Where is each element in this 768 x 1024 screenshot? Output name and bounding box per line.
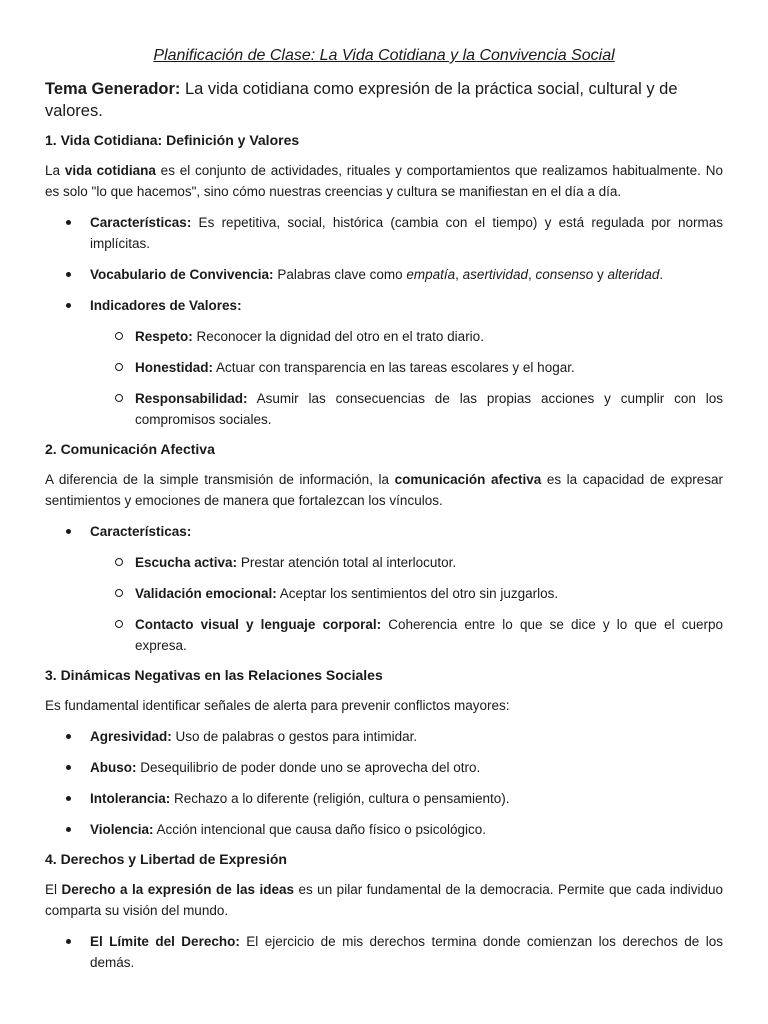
section-2-heading: 2. Comunicación Afectiva [45,441,215,457]
item-label: Vocabulario de Convivencia: [90,267,274,282]
item-label: El Límite del Derecho: [90,934,240,949]
section-1-paragraph [45,160,723,202]
item-text: Palabras clave como [273,267,407,282]
section-3-list [45,726,723,840]
item-label: Contacto visual y lenguaje corporal: [135,617,382,632]
section-2-paragraph [45,469,723,511]
circle-bullet-icon [115,589,123,597]
separator: y [593,267,608,282]
tema-generador [45,78,723,122]
circle-bullet-icon [115,363,123,371]
circle-bullet-icon [115,394,123,402]
bullet-icon [66,529,71,534]
page-title: Planificación de Clase: La Vida Cotidiana y la Convivencia Social [153,47,615,64]
item-text: Aceptar los sentimientos del otro sin juzgarlos. [276,586,559,601]
bullet-icon [66,796,71,801]
item-label: Validación emocional: [135,586,277,601]
text-run: El [45,882,62,897]
text-run: A diferencia de la simple transmisión de información, la [45,472,395,487]
sub-list-item [90,552,723,573]
keyword: alteridad [607,267,660,282]
section-4-heading: 4. Derechos y Libertad de Expresión [45,851,287,867]
tema-label: Tema Generador: [45,80,181,98]
circle-bullet-icon [115,558,123,566]
indicators-list [90,326,723,430]
item-label: Características: [90,524,192,539]
list-item [45,295,723,430]
section-3-heading: 3. Dinámicas Negativas en las Relaciones Sociales [45,667,383,683]
section-1-list [45,212,723,430]
keyword: empatía [406,267,456,282]
tema-text: La vida cotidiana como expresión de la práctica social, cultural y de valores. [45,80,678,120]
item-label: Escucha activa: [135,555,238,570]
list-item [45,726,723,747]
section-2-list [45,521,723,656]
item-text: Reconocer la dignidad del otro en el trato diario. [192,329,484,344]
text-run: es la capacidad de expresar sentimientos y emociones de manera que fortalezcan los vínculos. [45,472,723,508]
sub-list-item [90,614,723,656]
bullet-icon [66,765,71,770]
item-label: Agresividad: [90,729,172,744]
item-label: Abuso: [90,760,137,775]
item-text: El ejercicio de mis derechos termina donde comienzan los derechos de los demás. [90,934,723,970]
item-text: Es repetitiva, social, histórica (cambia con el tiempo) y está regulada por normas implícitas. [90,215,723,251]
section-1-heading: 1. Vida Cotidiana: Definición y Valores [45,132,300,148]
bullet-icon [66,272,71,277]
separator: , [455,267,463,282]
sub-list-item [90,388,723,430]
text-run: La [45,163,65,178]
list-item [45,931,723,973]
item-label: Indicadores de Valores: [90,298,242,313]
bullet-icon [66,939,71,944]
section-4-list [45,931,723,973]
list-item [45,757,723,778]
item-label: Responsabilidad: [135,391,248,406]
list-item [45,819,723,840]
item-text: Rechazo a lo diferente (religión, cultura o pensamiento). [170,791,510,806]
keyword: asertividad [462,267,528,282]
list-item [45,788,723,809]
item-text: Acción intencional que causa daño físico o psicológico. [153,822,486,837]
term-comunicacion-afectiva: comunicación afectiva [394,472,542,487]
list-item [45,264,723,285]
section-4-paragraph [45,879,723,921]
text-run: es un pilar fundamental de la democracia. Permite que cada individuo comparta su visión del mundo. [45,882,723,918]
circle-bullet-icon [115,332,123,340]
sub-list-item [90,357,723,378]
bullet-icon [66,734,71,739]
term-vida-cotidiana: vida cotidiana [64,163,156,178]
item-text: Prestar atención total al interlocutor. [237,555,457,570]
item-label: Honestidad: [135,360,214,375]
sub-list-item [90,583,723,604]
item-label: Intolerancia: [90,791,171,806]
sub-list-item [90,326,723,347]
item-label: Respeto: [135,329,193,344]
item-text: Uso de palabras o gestos para intimidar. [171,729,418,744]
item-label: Características: [90,215,192,230]
section-3-intro: Es fundamental identificar señales de alerta para prevenir conflictos mayores: [45,698,510,713]
bullet-icon [66,303,71,308]
bullet-icon [66,827,71,832]
item-text: Coherencia entre lo que se dice y lo que el cuerpo expresa. [135,617,723,653]
item-label: Violencia: [90,822,154,837]
list-item [45,212,723,254]
separator: , [527,267,536,282]
term-derecho-expresion: Derecho a la expresión de las ideas [61,882,294,897]
item-text: Asumir las consecuencias de las propias acciones y cumplir con los compromisos sociales. [135,391,723,427]
keyword: consenso [535,267,594,282]
separator: . [659,267,664,282]
characteristics-list [90,552,723,656]
item-text: Actuar con transparencia en las tareas escolares y el hogar. [213,360,575,375]
circle-bullet-icon [115,620,123,628]
item-text: Desequilibrio de poder donde uno se aprovecha del otro. [136,760,481,775]
text-run: es el conjunto de actividades, rituales y comportamientos que realizamos habitualmente. No es solo "lo que hacemos", sino cómo nuestras creencias y cultura se manifiestan en el día a día. [45,163,723,199]
list-item [45,521,723,656]
bullet-icon [66,220,71,225]
